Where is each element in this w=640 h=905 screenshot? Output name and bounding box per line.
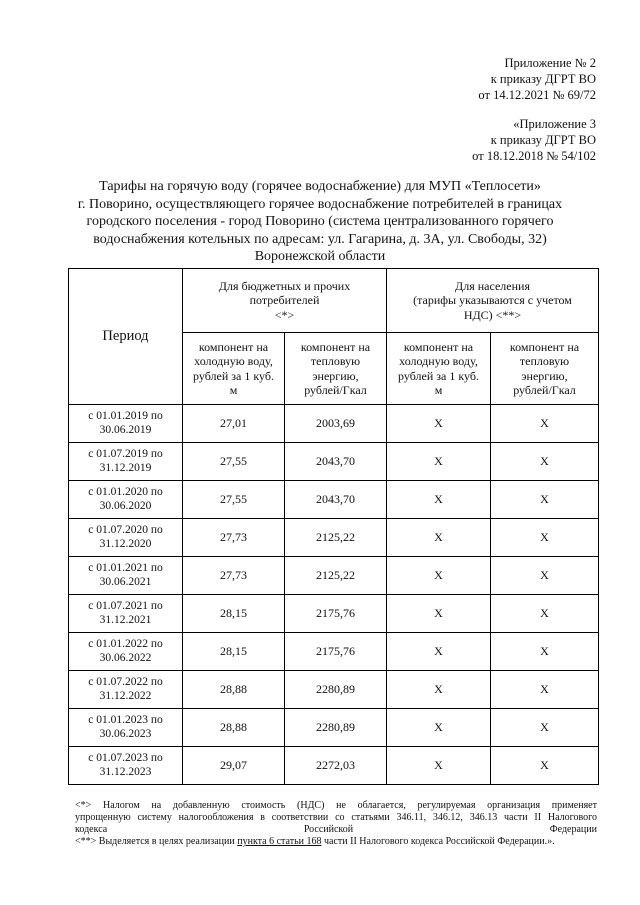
header-line: (тарифы указываются с учетом xyxy=(413,293,572,308)
population-cold-water-value: Х xyxy=(387,443,491,481)
table-row xyxy=(69,481,599,519)
period-line: с 01.07.2019 по xyxy=(88,448,163,460)
population-cold-water-header xyxy=(387,333,491,405)
population-cold-water-value: Х xyxy=(387,709,491,747)
header-line: м xyxy=(229,383,238,397)
budget-heat-energy-value: 2125,22 xyxy=(285,557,387,595)
header-line: рублей/Гкал xyxy=(513,383,576,397)
budget-cold-water-value: 28,88 xyxy=(183,709,285,747)
period-line: 30.06.2021 xyxy=(99,575,152,588)
period-line: с 01.07.2023 по xyxy=(88,752,163,764)
budget-heat-energy-value: 2043,70 xyxy=(285,481,387,519)
period-line: 30.06.2019 xyxy=(99,423,152,436)
header-line: энергию, xyxy=(312,368,359,383)
header-line: холодную воду, xyxy=(194,354,273,368)
table-row xyxy=(69,443,599,481)
period-line: 31.12.2022 xyxy=(99,689,152,702)
budget-heat-energy-value: 2125,22 xyxy=(285,519,387,557)
period-header: Период xyxy=(69,269,183,405)
population-cold-water-value: Х xyxy=(387,405,491,443)
budget-cold-water-value: 28,88 xyxy=(183,671,285,709)
budget-cold-water-value: 28,15 xyxy=(183,595,285,633)
population-cold-water-value: Х xyxy=(387,671,491,709)
period-cell xyxy=(69,747,183,785)
header-line: компонент на xyxy=(198,339,269,354)
period-line: с 01.01.2023 по xyxy=(88,714,163,726)
appendix-2-line: от 14.12.2021 № 69/72 xyxy=(478,88,596,102)
title-line: водоснабжения котельных по адресам: ул. Гагарина, д. 3А, ул. Свободы, 32) xyxy=(93,231,547,247)
table-row xyxy=(69,709,599,747)
header-line: тепловую xyxy=(310,354,361,368)
budget-cold-water-header xyxy=(183,333,285,405)
budget-cold-water-value: 27,55 xyxy=(183,443,285,481)
population-heat-energy-header xyxy=(491,333,599,405)
header-line: м xyxy=(434,383,443,397)
period-cell xyxy=(69,633,183,671)
footnotes xyxy=(75,800,597,848)
population-heat-energy-value: Х xyxy=(491,557,599,595)
table-row xyxy=(69,405,599,443)
document-title xyxy=(60,178,580,266)
period-cell xyxy=(69,481,183,519)
table-row xyxy=(69,595,599,633)
budget-heat-energy-value: 2043,70 xyxy=(285,443,387,481)
appendix-2-line: Приложение № 2 xyxy=(504,56,596,70)
period-cell xyxy=(69,709,183,747)
table-row xyxy=(69,671,599,709)
population-heat-energy-value: Х xyxy=(491,671,599,709)
period-cell xyxy=(69,557,183,595)
population-heat-energy-value: Х xyxy=(491,747,599,785)
budget-cold-water-value: 27,55 xyxy=(183,481,285,519)
table-row xyxy=(69,519,599,557)
population-heat-energy-value: Х xyxy=(491,519,599,557)
footnote-word: Федерации xyxy=(549,824,597,835)
appendix-3-line: от 18.12.2018 № 54/102 xyxy=(472,149,596,163)
population-cold-water-value: Х xyxy=(387,747,491,785)
footnote-word: кодекса xyxy=(75,824,108,835)
budget-cold-water-value: 29,07 xyxy=(183,747,285,785)
budget-cold-water-value: 27,73 xyxy=(183,557,285,595)
header-line: компонент на xyxy=(300,339,371,354)
period-line: с 01.01.2021 по xyxy=(88,562,163,574)
header-line: НДС) <**> xyxy=(463,307,522,322)
period-line: 31.12.2023 xyxy=(99,765,152,778)
budget-heat-energy-value: 2280,89 xyxy=(285,709,387,747)
budget-heat-energy-value: 2272,03 xyxy=(285,747,387,785)
population-heat-energy-value: Х xyxy=(491,443,599,481)
footnote-2-prefix: <**> Выделяется в целях реализации xyxy=(75,836,235,847)
budget-cold-water-value: 28,15 xyxy=(183,633,285,671)
header-line: тепловую xyxy=(519,354,570,368)
period-line: 30.06.2023 xyxy=(99,727,152,740)
period-line: с 01.07.2020 по xyxy=(88,524,163,536)
appendix-2-header xyxy=(478,55,596,103)
period-cell xyxy=(69,519,183,557)
header-line: <*> xyxy=(274,307,295,322)
population-heat-energy-value: Х xyxy=(491,709,599,747)
header-line: Для населения xyxy=(455,278,530,293)
budget-heat-energy-value: 2175,76 xyxy=(285,595,387,633)
header-line: потребителей xyxy=(249,293,320,308)
table-row xyxy=(69,747,599,785)
appendix-3-header xyxy=(472,116,596,164)
appendix-3-line: к приказу ДГРТ ВО xyxy=(490,133,596,147)
period-line: 30.06.2022 xyxy=(99,651,152,664)
budget-cold-water-value: 27,73 xyxy=(183,519,285,557)
period-cell xyxy=(69,443,183,481)
footnote-2 xyxy=(75,836,597,848)
footnote-1-line: <*> Налогом на добавленную стоимость (НДС) не облагается, регулируемая организация применяет xyxy=(75,800,597,811)
period-line: с 01.01.2019 по xyxy=(88,410,163,422)
period-cell xyxy=(69,405,183,443)
period-line: 31.12.2019 xyxy=(99,461,152,474)
population-cold-water-value: Х xyxy=(387,557,491,595)
period-cell xyxy=(69,671,183,709)
population-cold-water-value: Х xyxy=(387,519,491,557)
footnote-word: Российской xyxy=(303,824,354,835)
footnote-1-line: упрощенную систему налогообложения в соответствии со статьями 346.11, 346.12, 346.13 части II Налогового xyxy=(75,812,597,823)
title-line: Тарифы на горячую воду (горячее водоснабжение) для МУП «Теплосети» xyxy=(99,179,541,194)
header-line: рублей за 1 куб. xyxy=(193,368,274,383)
period-line: 30.06.2020 xyxy=(99,499,152,512)
population-heat-energy-value: Х xyxy=(491,481,599,519)
header-line: холодную воду, xyxy=(399,354,478,368)
population-header xyxy=(387,269,599,333)
title-line: г. Поворино, осуществляющего горячее водоснабжение потребителей в границах xyxy=(77,196,563,212)
header-line: рублей/Гкал xyxy=(304,383,367,397)
header-line: компонент на xyxy=(509,339,580,354)
budget-heat-energy-header xyxy=(285,333,387,405)
population-heat-energy-value: Х xyxy=(491,595,599,633)
footnote-1-line xyxy=(75,824,597,836)
appendix-2-line: к приказу ДГРТ ВО xyxy=(490,72,596,86)
population-cold-water-value: Х xyxy=(387,633,491,671)
tax-code-link[interactable]: пункта 6 статьи 168 xyxy=(237,836,322,847)
footnote-2-suffix: части II Налогового кодекса Российской Федерации.». xyxy=(324,836,555,847)
period-line: 31.12.2020 xyxy=(99,537,152,550)
period-line: 31.12.2021 xyxy=(99,613,152,626)
header-line: энергию, xyxy=(521,368,568,383)
period-cell xyxy=(69,595,183,633)
title-line: городского поселения - город Поворино (система централизованного горячего xyxy=(86,214,554,229)
population-cold-water-value: Х xyxy=(387,595,491,633)
header-line: Для бюджетных и прочих xyxy=(218,278,351,293)
budget-consumers-header xyxy=(183,269,387,333)
header-line: рублей за 1 куб. xyxy=(398,368,479,383)
table-row xyxy=(69,633,599,671)
table-row xyxy=(69,557,599,595)
budget-heat-energy-value: 2175,76 xyxy=(285,633,387,671)
table-header-row xyxy=(69,269,599,333)
tariffs-table xyxy=(68,268,599,785)
period-line: с 01.07.2021 по xyxy=(88,600,163,612)
title-line: Воронежской области xyxy=(254,249,386,264)
budget-cold-water-value: 27,01 xyxy=(183,405,285,443)
budget-heat-energy-value: 2280,89 xyxy=(285,671,387,709)
population-cold-water-value: Х xyxy=(387,481,491,519)
budget-heat-energy-value: 2003,69 xyxy=(285,405,387,443)
appendix-3-line: «Приложение 3 xyxy=(513,117,596,131)
period-line: с 01.01.2022 по xyxy=(88,638,163,650)
header-line: компонент на xyxy=(403,339,474,354)
period-line: с 01.07.2022 по xyxy=(88,676,163,688)
population-heat-energy-value: Х xyxy=(491,405,599,443)
population-heat-energy-value: Х xyxy=(491,633,599,671)
period-line: с 01.01.2020 по xyxy=(88,486,163,498)
